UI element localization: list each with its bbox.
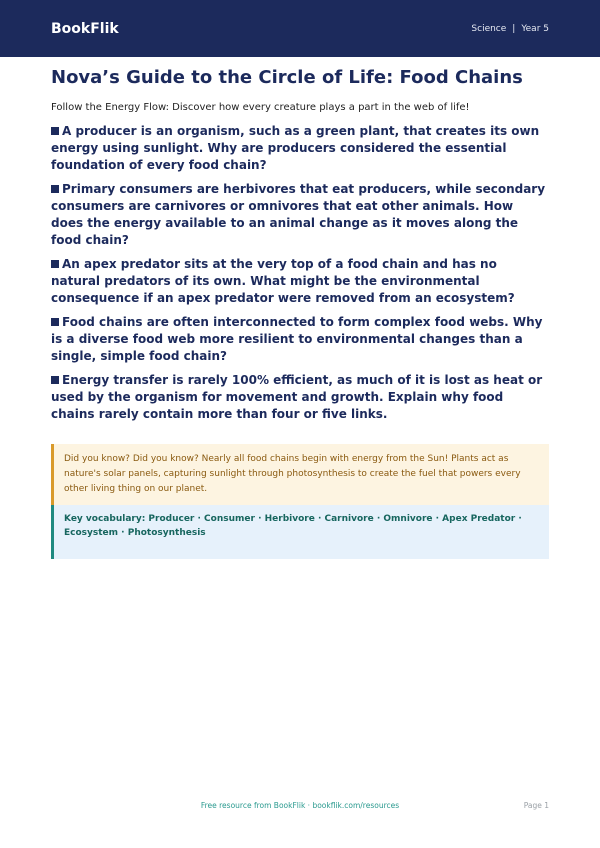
square-bullet-icon [51,127,59,135]
grade-label: Year 5 [521,23,549,34]
header-separator: | [512,23,516,34]
vocabulary-box: Key vocabulary: Producer · Consumer · Herbivore · Carnivore · Omnivore · Apex Predator · Ecosystem · Photosynthesis [51,505,549,559]
fact-callout: Did you know? Did you know? Nearly all food chains begin with energy from the Sun! Plants act as nature's solar panels, capturing sunlight through photosynthesis to create the fuel that powers every other living thing on our planet. [51,444,549,505]
question-text: Food chains are often interconnected to form complex food webs. Why is a diverse food web more resilient to environmental changes than a single, simple food chain? [51,315,543,363]
page-subtitle: Follow the Energy Flow: Discover how every creature plays a part in the web of life! [51,102,470,113]
question-item [51,314,549,365]
page-title: Nova’s Guide to the Circle of Life: Food Chains [51,67,523,88]
header-meta [471,24,549,34]
brand-logo: BookFlik [51,20,119,37]
main-content [0,67,600,559]
question-text: A producer is an organism, such as a green plant, that creates its own energy using sunlight. Why are producers considered the essential foundation of every food chain? [51,124,540,172]
question-item [51,181,549,249]
question-text: Energy transfer is rarely 100% efficient, as much of it is lost as heat or used by the organism for movement and growth. Explain why food chains rarely contain more than four or five links. [51,373,543,421]
page-header [0,0,600,57]
question-text: Primary consumers are herbivores that eat producers, while secondary consumers are carnivores or omnivores that eat other animals. How does the energy available to an animal change as it moves along the food chain? [51,182,546,247]
square-bullet-icon [51,376,59,384]
subject-label: Science [471,23,507,34]
square-bullet-icon [51,260,59,268]
question-item [51,256,549,307]
question-list [51,123,549,423]
question-text: An apex predator sits at the very top of a food chain and has no natural predators of its own. What might be the environmental consequence if an apex predator were removed from an ecosystem? [51,257,515,305]
footer-credit: Free resource from BookFlik · bookflik.com/resources [200,801,400,810]
square-bullet-icon [51,318,59,326]
page-number: Page 1 [523,801,549,810]
question-item [51,123,549,174]
square-bullet-icon [51,185,59,193]
question-item [51,372,549,423]
